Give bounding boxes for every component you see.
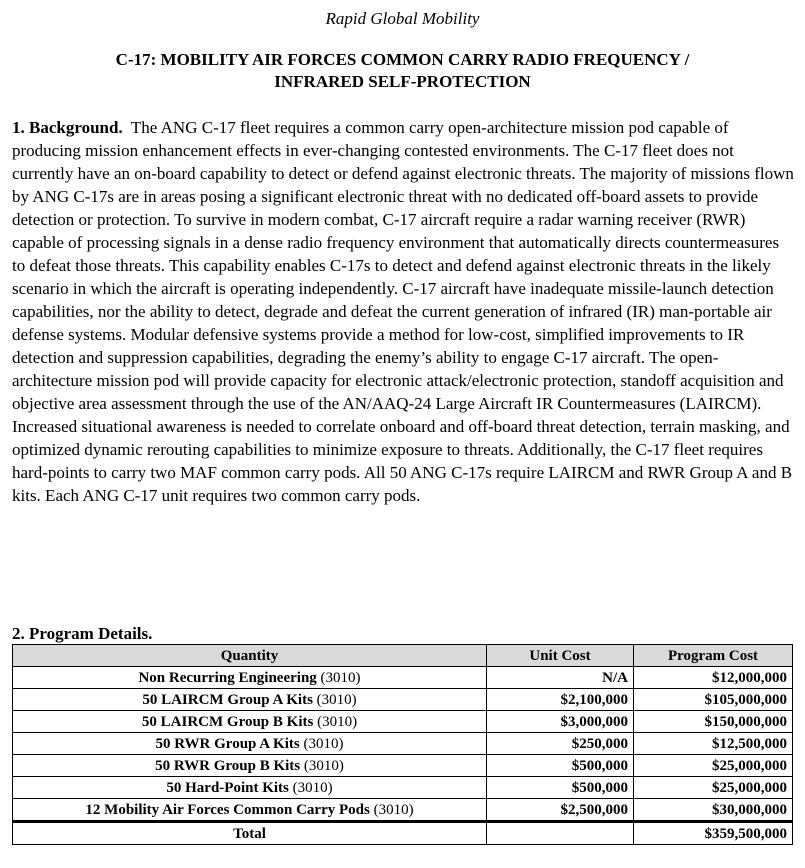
program-cost-cell: $25,000,000 — [634, 777, 793, 799]
column-header-program-cost: Program Cost — [634, 645, 793, 667]
table-row — [13, 799, 793, 822]
title-line-1: C-17: MOBILITY AIR FORCES COMMON CARRY RADIO FREQUENCY / — [115, 50, 690, 69]
background-text: The ANG C-17 fleet requires a common carry open-architecture mission pod capable of producing mission enhancement effects in ever-changing contested environments. The C-17 fleet does not currently have an on-board capability to detect or defend against electronic threats. The majority of missions flown by ANG C-17s are in areas posing a significant electronic threat with no dedicated off-board assets to provide detection or protection. To survive in modern combat, C-17 aircraft require a radar warning receiver (RWR) capable of processing signals in a dense radio frequency environment that automatically directs countermeasures to defeat those threats. This capability enables C-17s to detect and defend against electronic threats in the likely scenario in which the aircraft is operating independently. C-17 aircraft have inadequate missile-launch detection capabilities, nor the ability to detect, degrade and defeat the current generation of infrared (IR) man-portable air defense systems. Modular defensive systems provide a method for low-cost, simplified improvements to IR detection and suppression capabilities, degrading the enemy’s ability to engage C-17 aircraft. The open-architecture mission pod will provide capacity for electronic attack/electronic protection, standoff acquisition and objective area assessment through the use of the AN/AAQ-24 Large Aircraft IR Countermeasures (LAIRCM). Increased situational awareness is needed to correlate onboard and off-board threat detection, terrain masking, and optimized dynamic rerouting capabilities to minimize exposure to threats. Additionally, the C-17 fleet requires hard-points to carry two MAF common carry pods. All 50 ANG C-17s require LAIRCM and RWR Group A and B kits. Each ANG C-17 unit requires two common carry pods. — [12, 118, 794, 505]
program-cost-cell: $12,500,000 — [634, 733, 793, 755]
item-code: (3010) — [320, 669, 361, 686]
unit-cost-cell: $500,000 — [487, 755, 634, 777]
document-header: Rapid Global Mobility — [325, 9, 480, 28]
quantity-cell — [13, 799, 487, 822]
quantity-cell — [13, 711, 487, 733]
item-name: 12 Mobility Air Forces Common Carry Pods — [85, 801, 370, 818]
program-cost-cell: $30,000,000 — [634, 799, 793, 822]
table-row — [13, 667, 793, 689]
program-details-heading: 2. Program Details. — [12, 624, 153, 643]
total-label: Total — [13, 822, 487, 845]
quantity-cell — [13, 689, 487, 711]
quantity-cell — [13, 667, 487, 689]
program-cost-cell: $150,000,000 — [634, 711, 793, 733]
total-unit-cost-cell — [487, 822, 634, 845]
table-row — [13, 777, 793, 799]
item-name: 50 LAIRCM Group A Kits — [142, 691, 313, 708]
document-title — [40, 49, 765, 93]
item-name: 50 RWR Group B Kits — [155, 757, 301, 774]
unit-cost-cell: $2,500,000 — [487, 799, 634, 822]
item-name: Non Recurring Engineering — [138, 669, 317, 686]
program-cost-cell: $12,000,000 — [634, 667, 793, 689]
item-code: (3010) — [292, 779, 333, 796]
item-name: 50 RWR Group A Kits — [155, 735, 300, 752]
background-paragraph — [12, 116, 794, 507]
column-header-unit-cost: Unit Cost — [487, 645, 634, 667]
item-code: (3010) — [303, 757, 344, 774]
item-name: 50 LAIRCM Group B Kits — [141, 713, 314, 730]
program-details-table — [12, 644, 793, 845]
quantity-cell — [13, 777, 487, 799]
table-row — [13, 755, 793, 777]
unit-cost-cell: $250,000 — [487, 733, 634, 755]
item-name: 50 Hard-Point Kits — [166, 779, 289, 796]
table-header-row — [13, 645, 793, 667]
item-code: (3010) — [317, 713, 358, 730]
item-code: (3010) — [373, 801, 414, 818]
program-cost-cell: $25,000,000 — [634, 755, 793, 777]
quantity-cell — [13, 755, 487, 777]
unit-cost-cell: N/A — [487, 667, 634, 689]
item-code: (3010) — [316, 691, 357, 708]
table-row — [13, 711, 793, 733]
quantity-cell — [13, 733, 487, 755]
table-row — [13, 733, 793, 755]
column-header-quantity: Quantity — [13, 645, 487, 667]
unit-cost-cell: $2,100,000 — [487, 689, 634, 711]
unit-cost-cell: $500,000 — [487, 777, 634, 799]
total-row — [13, 822, 793, 845]
table-row — [13, 689, 793, 711]
background-heading: 1. Background. — [12, 118, 123, 137]
program-cost-cell: $105,000,000 — [634, 689, 793, 711]
title-line-2: INFRARED SELF-PROTECTION — [274, 72, 531, 91]
unit-cost-cell: $3,000,000 — [487, 711, 634, 733]
item-code: (3010) — [303, 735, 344, 752]
total-program-cost: $359,500,000 — [634, 822, 793, 845]
